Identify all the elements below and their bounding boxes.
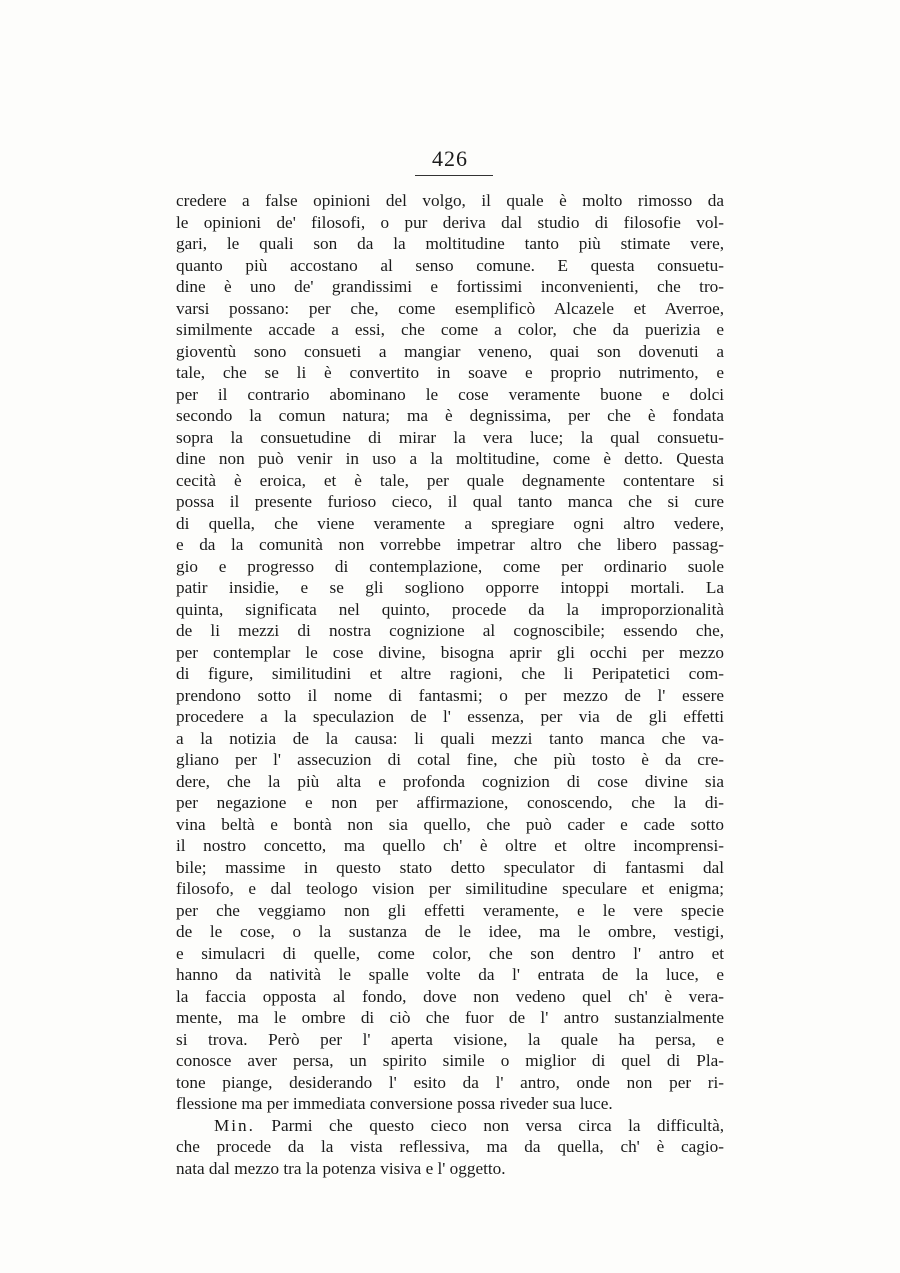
text-line: cecità è eroica, et è tale, per quale degnamente contentare si	[176, 470, 724, 490]
text-line: per negazione e non per affirmazione, conoscendo, che la di-	[176, 793, 724, 812]
text-line: quinta, significata nel quinto, procede da la improporzionalità	[176, 599, 724, 619]
text-line: sopra la consuetudine di mirar la vera luce; la qual consuetu-	[176, 427, 724, 447]
text-line: secondo la comun natura; ma è degnissima, per che è fondata	[176, 406, 724, 425]
text-line: prendono sotto il nome di fantasmi; o per mezzo de l' essere	[176, 685, 724, 705]
page-number-rule	[415, 175, 493, 176]
text-line: varsi possano: per che, come esemplificò Alcazele et Averroe,	[176, 298, 724, 318]
text-line: dere, che la più alta e profonda cognizion di cose divine sia	[176, 771, 724, 791]
text-line: dine non può venir in uso a la moltitudine, come è detto. Questa	[176, 449, 724, 468]
text-line: e da la comunità non vorrebbe impetrar altro che libero passag-	[176, 535, 724, 554]
text-line: flessione ma per immediata conversione possa riveder sua luce.	[176, 1094, 613, 1113]
text-line: per il contrario abominano le cose veramente buone e dolci	[176, 384, 724, 404]
text-line: bile; massime in questo stato detto speculator di fantasmi dal	[176, 857, 724, 877]
text-line: de li mezzi di nostra cognizione al cognoscibile; essendo che,	[176, 621, 724, 640]
text-line: la faccia opposta al fondo, dove non vedeno quel ch' è vera-	[176, 986, 724, 1006]
text-line: gliano per l' assecuzion di cotal fine, che più tosto è da cre-	[176, 750, 724, 769]
text-line: quanto più accostano al senso comune. E questa consuetu-	[176, 255, 724, 275]
speech-text: Parmi che questo cieco non versa circa la difficultà,	[271, 1115, 724, 1135]
text-line: dine è uno de' grandissimi e fortissimi inconvenienti, che tro-	[176, 277, 724, 296]
text-line: per che veggiamo non gli effetti veramente, e le vere specie	[176, 900, 724, 920]
text-line: tale, che se li è convertito in soave e proprio nutrimento, e	[176, 363, 724, 382]
text-line: patir insidie, e se gli sogliono opporre intoppi mortali. La	[176, 578, 724, 597]
text-line: filosofo, e dal teologo vision per similitudine speculare et enigma;	[176, 879, 724, 898]
text-line: e simulacri di quelle, come color, che son dentro l' antro et	[176, 943, 724, 963]
text-line: per contemplar le cose divine, bisogna aprir gli occhi per mezzo	[176, 642, 724, 662]
text-line: possa il presente furioso cieco, il qual tanto manca che si cure	[176, 492, 724, 511]
text-line: vina beltà e bontà non sia quello, che può cader e cade sotto	[176, 814, 724, 834]
text-line: nata dal mezzo tra la potenza visiva e l' oggetto.	[176, 1158, 506, 1178]
body-text	[176, 190, 724, 1179]
text-line: de le cose, o la sustanza de le idee, ma le ombre, vestigi,	[176, 922, 724, 941]
text-line: gio e progresso di contemplazione, come per ordinario suole	[176, 556, 724, 576]
text-line: che procede da la vista reflessiva, ma da quella, ch' è cagio-	[176, 1137, 724, 1156]
paragraph-1	[176, 190, 724, 1115]
text-line: procedere a la speculazion de l' essenza, per via de gli effetti	[176, 707, 724, 726]
text-line: le opinioni de' filosofi, o pur deriva dal studio di filosofie vol-	[176, 212, 724, 232]
text-line: di figure, similitudini et altre ragioni, che li Peripatetici com-	[176, 664, 724, 683]
text-line: si trova. Però per l' aperta visione, la quale ha persa, e	[176, 1029, 724, 1049]
text-line: gioventù sono consueti a mangiar veneno, quai son dovenuti a	[176, 341, 724, 361]
paragraph-2	[176, 1115, 724, 1180]
page-number: 426	[432, 146, 468, 171]
text-line: gari, le quali son da la moltitudine tanto più stimate vere,	[176, 234, 724, 253]
text-line: di quella, che viene veramente a spregiare ogni altro vedere,	[176, 513, 724, 533]
text-line: mente, ma le ombre di ciò che fuor de l' antro sustanzialmente	[176, 1008, 724, 1027]
text-line	[176, 1115, 724, 1137]
text-line: credere a false opinioni del volgo, il quale è molto rimosso da	[176, 191, 724, 210]
speaker-name: Min.	[214, 1115, 255, 1135]
text-line: a la notizia de la causa: li quali mezzi tanto manca che va-	[176, 728, 724, 748]
text-line: conosce aver persa, un spirito simile o miglior di quel di Pla-	[176, 1051, 724, 1070]
text-line: il nostro concetto, ma quello ch' è oltre et oltre incomprensi-	[176, 836, 724, 855]
text-line: tone piange, desiderando l' esito da l' antro, onde non per ri-	[176, 1072, 724, 1092]
text-line: similmente accade a essi, che come a color, che da puerizia e	[176, 320, 724, 339]
text-line: hanno da natività le spalle volte da l' entrata de la luce, e	[176, 965, 724, 984]
